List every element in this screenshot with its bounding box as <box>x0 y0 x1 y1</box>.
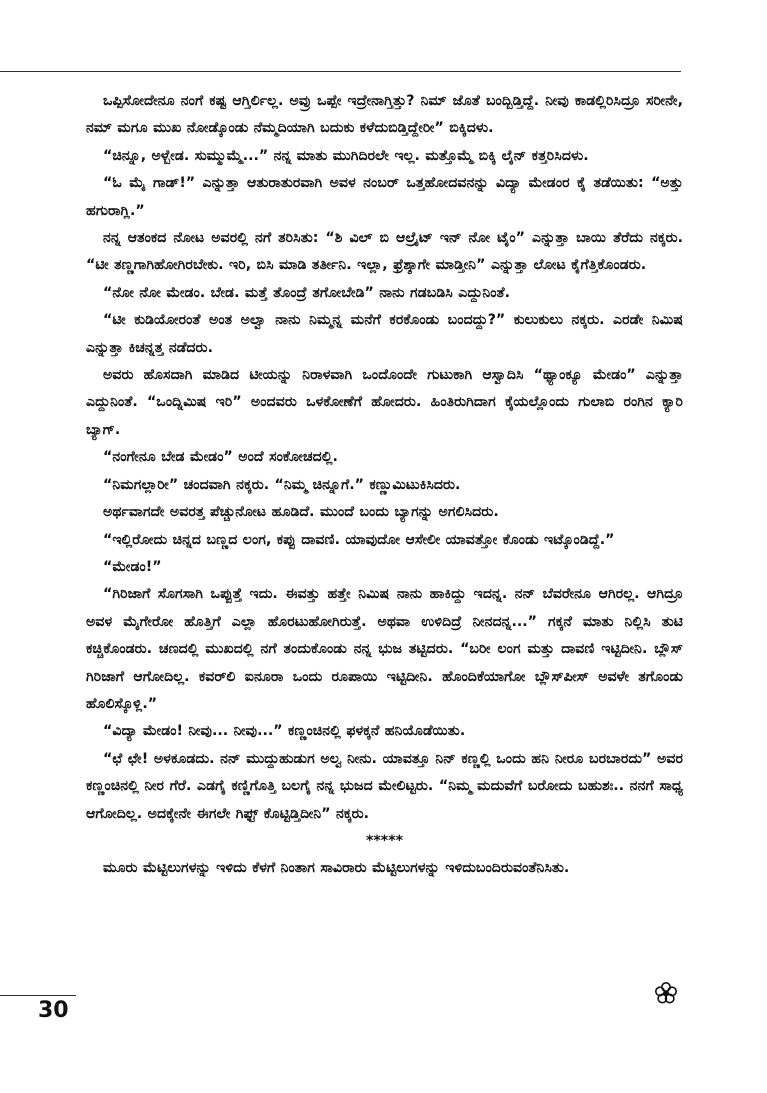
paragraph-10: ಅರ್ಥವಾಗದೇ ಅವರತ್ತ ಪೆಚ್ಚುನೋಟ ಹೂಡಿದೆ. ಮುಂದೆ ಬಂದು ಬ್ಯಾಗನ್ನು ಅಗಲಿಸಿದರು. <box>103 504 499 521</box>
paragraph-4: ನನ್ನ ಆತಂಕದ ನೋಟ ಅವರಲ್ಲಿ ನಗೆ ತರಿಸಿತು: “ಶಿ ವಿಲ್ ಬಿ ಆಲ್ರೈಟ್ ಇನ್ ನೋ ಟೈಂ” ಎನ್ನುತ್ತಾ ಬಾಯಿ ತೆರೆದು ನಕ್ಕರು. “ಟೀ ತಣ್ಣಗಾಗಿಹೋಗಿರಬೇಕು. ಇರಿ, ಬಿಸಿ ಮಾಡಿ ತರ್ತೀನಿ. ಇಲ್ಲಾ, ಫ್ರೆಶ್ಶಾಗೇ ಮಾಡ್ತೀನಿ” ಎನ್ನುತ್ತಾ ಲೋಟ ಕೈಗೆತ್ತಿಕೊಂಡರು. <box>86 230 683 274</box>
paragraph-3: “ಓ ಮೈ ಗಾಡ್!” ಎನ್ನುತ್ತಾ ಆತುರಾತುರವಾಗಿ ಅವಳ ನಂಬರ್ ಒತ್ತಹೋದವನನ್ನು ವಿದ್ಯಾ ಮೇಡಂರ ಕೈ ತಡೆಯಿತು: “ಅತ್ತು ಹಗುರಾಗ್ಲಿ.” <box>86 175 683 219</box>
paragraph-13: “ಗಿರಿಜಾಗೆ ಸೊಗಸಾಗಿ ಒಪ್ಪುತ್ತೆ ಇದು. ಈವತ್ತು ಹತ್ತೇ ನಿಮಿಷ ನಾನು ಹಾಕಿದ್ದು ಇದನ್ನ. ನನ್ ಬೆವರೇನೂ ಆಗಿರಲ್ಲ. ಆಗಿದ್ರೂ ಅವಳ ಮೈಗೇರೋ ಹೊತ್ತಿಗೆ ಎಲ್ಲಾ ಹೊರಟುಹೋಗಿರುತ್ತೆ. ಅಥವಾ ಉಳಿದಿದ್ರೆ ನೀನದನ್ನ...” ಗಕ್ಕನೆ ಮಾತು ನಿಲ್ಲಿಸಿ ತುಟಿ ಕಚ್ಚಿಕೊಂಡರು. ಚಣದಲ್ಲಿ ಮುಖದಲ್ಲಿ ನಗೆ ತಂದುಕೊಂಡು ನನ್ನ ಭುಜ ತಟ್ಟಿದರು. “ಬರೀ ಲಂಗ ಮತ್ತು ದಾವಣಿ ಇಟ್ಟಿದೀನಿ. ಬ್ಲೌಸ್ ಗಿರಿಜಾಗೆ ಆಗೋದಿಲ್ಲ. ಕವರ್‌ಲಿ ಐನೂರಾ ಒಂದು ರೂಪಾಯಿ ಇಟ್ಟಿದೀನಿ. ಹೊಂದಿಕೆಯಾಗೋ ಬ್ಲೌಸ್‌ಪೀಸ್ ಅವಳೇ ತಗೊಂಡು ಹೊಲಿಸ್ಕೊಳ್ಲಿ.” <box>86 586 683 712</box>
section-separator: ***** <box>365 832 404 849</box>
paragraph-5: “ನೋ ನೋ ಮೇಡಂ. ಬೇಡ. ಮತ್ತೆ ತೊಂದ್ರೆ ತಗೋಬೇಡಿ” ನಾನು ಗಡಬಡಿಸಿ ಎದ್ದುನಿಂತೆ. <box>103 284 510 301</box>
paragraph-1: ಒಪ್ಪಿಸೋದೇನೂ ನಂಗೆ ಕಷ್ಟ ಆಗ್ತಿರ್ಲಿಲ್ಲ. ಅವ್ರು ಒಪ್ಪೇ ಇದ್ರೇನಾಗ್ತಿತ್ತು? ನಿಮ್ ಜೊತೆ ಬಂದ್ಬಿಡ್ತಿದ್ದೆ. ನೀವು ಕಾಡಲ್ಲಿರಿಸಿದ್ರೂ ಸರೀನೇ, ನಮ್ ಮಗೂ ಮುಖ ನೋಡ್ಕೊಂಡು ನೆಮ್ಮದಿಯಾಗಿ ಬದುಕು ಕಳೆದುಬಿಡ್ತಿದ್ದೇರೀ” ಬಿಕ್ಕಿದಳು. <box>86 93 683 137</box>
page-number: 30 <box>38 998 69 1023</box>
paragraph-7: ಅವರು ಹೊಸದಾಗಿ ಮಾಡಿದ ಟೀಯನ್ನು ನಿರಾಳವಾಗಿ ಒಂದೊಂದೇ ಗುಟುಕಾಗಿ ಆಸ್ವಾದಿಸಿ “ಥ್ಯಾಂಕ್ಯೂ ಮೇಡಂ” ಎನ್ನುತ್ತಾ ಎದ್ದುನಿಂತೆ. “ಒಂದ್ನಿಮಿಷ ಇರಿ” ಅಂದವರು ಒಳಕೋಣೆಗೆ ಹೋದರು. ಹಿಂತಿರುಗಿದಾಗ ಕೈಯಲ್ಲೊಂದು ಗುಲಾಬಿ ರಂಗಿನ ಕ್ಯಾರಿ ಬ್ಯಾಗ್. <box>86 367 683 438</box>
flower-icon <box>653 980 679 1006</box>
paragraph-8: “ನಂಗೇನೂ ಬೇಡ ಮೇಡಂ” ಅಂದೆ ಸಂಕೋಚದಲ್ಲಿ. <box>103 449 338 466</box>
paragraph-12: “ಮೇಡಂ!” <box>103 558 162 575</box>
paragraph-11: “ಇಲ್ಲಿರೋದು ಚಿನ್ನದ ಬಣ್ಣದ ಲಂಗ, ಕಪ್ಪು ದಾವಣಿ. ಯಾವುದೋ ಆಸೇಲೀ ಯಾವತ್ತೋ ಕೊಂಡು ಇಟ್ಕೊಂಡಿದ್ದೆ.” <box>103 531 615 548</box>
page-body <box>86 88 683 883</box>
footer-rule <box>0 995 76 996</box>
paragraph-9: “ನಿಮಗಲ್ಲಾರೀ” ಚಂದವಾಗಿ ನಕ್ಕರು. “ನಿಮ್ಮ ಚಿನ್ನೂಗೆ.” ಕಣ್ಣುಮಿಟುಕಿಸಿದರು. <box>103 476 461 493</box>
paragraph-6: “ಟೀ ಕುಡಿಯೋರಂತೆ ಅಂತ ಅಲ್ವಾ ನಾನು ನಿಮ್ಮನ್ನ ಮನೆಗೆ ಕರಕೊಂಡು ಬಂದದ್ದು?” ಕುಲುಕುಲು ನಕ್ಕರು. ಎರಡೇ ನಿಮಿಷ ಎನ್ನುತ್ತಾ ಕಿಚನ್ನತ್ತ ನಡೆದರು. <box>86 312 683 356</box>
final-paragraph: ಮೂರು ಮೆಟ್ಟಿಲುಗಳನ್ನು ಇಳಿದು ಕೆಳಗೆ ನಿಂತಾಗ ಸಾವಿರಾರು ಮೆಟ್ಟಿಲುಗಳನ್ನು ಇಳಿದುಬಂದಿರುವಂತೆನಿಸಿತು. <box>103 860 570 877</box>
paragraph-14: “ವಿದ್ಯಾ ಮೇಡಂ! ನೀವು... ನೀವು...” ಕಣ್ಣಂಚಿನಲ್ಲಿ ಫಳಕ್ಕನೆ ಹನಿಯೊಡೆಯಿತು. <box>103 723 466 740</box>
paragraph-2: “ಚಿನ್ನೂ, ಅಳ್ಬೇಡ. ಸುಮ್ಮುಮ್ಮೆ...” ನನ್ನ ಮಾತು ಮುಗಿದಿರಲೇ ಇಲ್ಲ. ಮತ್ತೊಮ್ಮೆ ಬಿಕ್ಕಿ ಲೈನ್ ಕತ್ತರಿಸಿದಳು. <box>103 147 589 164</box>
paragraph-15: “ಛೆ ಛೇ! ಅಳಕೂಡದು. ನನ್ ಮುದ್ದುಹುಡುಗ ಅಲ್ವ ನೀನು. ಯಾವತ್ತೂ ನಿನ್ ಕಣ್ಣಲ್ಲಿ ಒಂದು ಹನಿ ನೀರೂ ಬರಬಾರದು” ಅವರ ಕಣ್ಣಂಚಿನಲ್ಲಿ ನೀರ ಗೆರೆ. ಎಡಗೈ ಕಣ್ಣಿಗೊತ್ತಿ ಬಲಗೈ ನನ್ನ ಭುಜದ ಮೇಲಿಟ್ಟರು. “ನಿಮ್ಮ ಮದುವೆಗೆ ಬರೋದು ಬಹುಶಃ.. ನನಗೆ ಸಾಧ್ಯ ಆಗೋದಿಲ್ಲ. ಅದಕ್ಕೇನೇ ಈಗಲೇ ಗಿಫ್ಟ್ ಕೊಟ್ಟಿಡ್ತಿದೀನಿ” ನಕ್ಕರು. <box>86 750 683 822</box>
header-rule <box>0 71 681 72</box>
